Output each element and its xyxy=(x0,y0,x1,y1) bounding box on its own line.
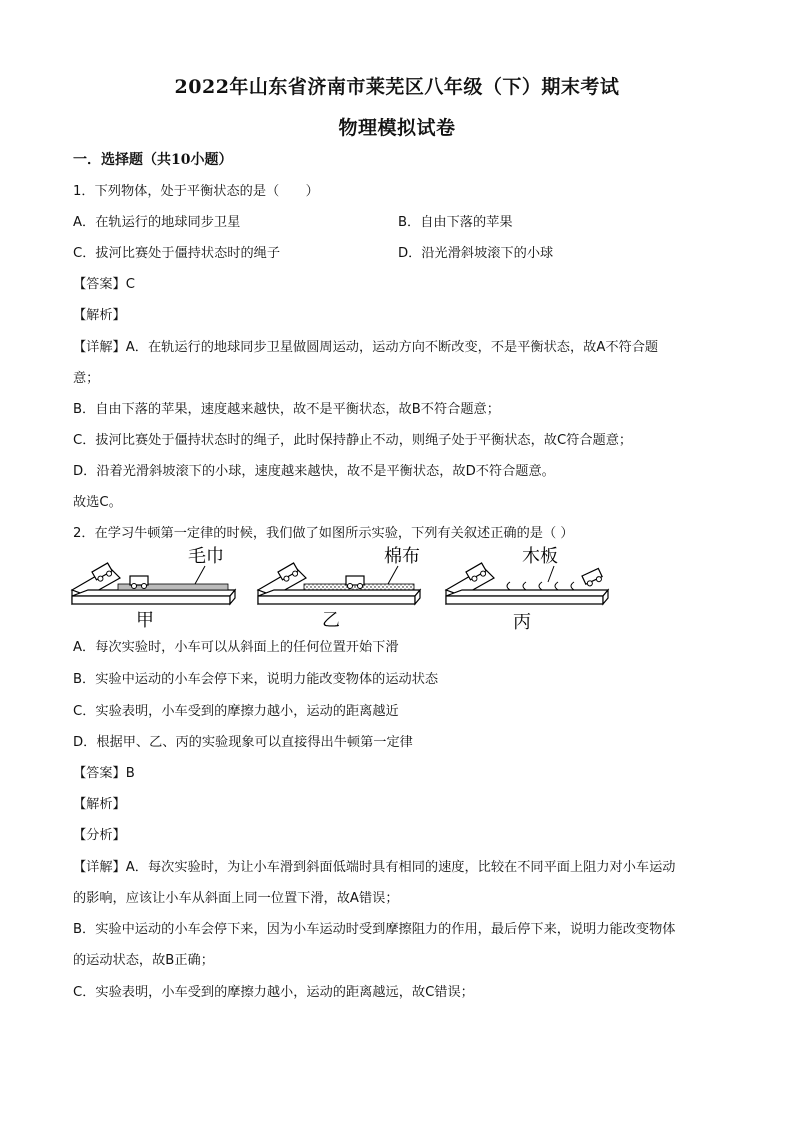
surface-label-wood: 木板 xyxy=(522,546,558,567)
q2-detail-c: C．实验表明，小车受到的摩擦力越小，运动的距离越远，故C错误； xyxy=(73,985,474,1000)
q2-option-a: A．每次实验时，小车可以从斜面上的任何位置开始下滑 xyxy=(73,640,399,655)
q2-stem: 2．在学习牛顿第一定律的时候，我们做了如图所示实验，下列有关叙述正确的是（ ） xyxy=(73,526,574,541)
q1-option-a: A．在轨运行的地球同步卫星 xyxy=(73,215,241,230)
q1-stem: 1．下列物体，处于平衡状态的是（ ） xyxy=(73,184,319,199)
q2-detail-b-cont: 的运动状态，故B正确； xyxy=(73,953,214,968)
q1-answer: 【答案】C xyxy=(73,277,135,292)
q1-detail-a-cont: 意； xyxy=(73,371,100,386)
exam-title: 2022年山东省济南市莱芜区八年级（下）期末考试 xyxy=(174,76,620,98)
q2-fenxi-label: 【分析】 xyxy=(73,828,126,843)
q1-analysis-label: 【解析】 xyxy=(73,308,126,323)
q1-detail-d: D．沿着光滑斜坡滚下的小球，速度越来越快，故不是平衡状态，故D不符合题意。 xyxy=(73,464,555,479)
q1-option-b: B．自由下落的苹果 xyxy=(398,215,513,230)
q2-option-d: D．根据甲、乙、丙的实验现象可以直接得出牛顿第一定律 xyxy=(73,735,413,750)
q1-detail-b: B．自由下落的苹果，速度越来越快，故不是平衡状态，故B不符合题意； xyxy=(73,402,500,417)
section-heading: 一．选择题（共10小题） xyxy=(73,152,233,168)
exam-subtitle: 物理模拟试卷 xyxy=(338,117,456,139)
q2-detail-b: B．实验中运动的小车会停下来，因为小车运动时受到摩擦阻力的作用，最后停下来，说明力能改变物体 xyxy=(73,922,676,937)
q1-option-c: C．拔河比赛处于僵持状态时的绳子 xyxy=(73,246,281,261)
newton-first-law-experiment-figure xyxy=(70,546,615,634)
panel-towel xyxy=(72,546,235,631)
panel-label-bing: 丙 xyxy=(513,612,531,633)
q2-detail-a: 【详解】A．每次实验时，为让小车滑到斜面低端时具有相同的速度，比较在不同平面上阻力对小车运动 xyxy=(73,860,676,875)
q2-option-b: B．实验中运动的小车会停下来，说明力能改变物体的运动状态 xyxy=(73,672,439,687)
panel-label-yi: 乙 xyxy=(322,610,340,631)
panel-label-jia: 甲 xyxy=(136,610,154,631)
q2-analysis-label: 【解析】 xyxy=(73,797,126,812)
q1-detail-c: C．拔河比赛处于僵持状态时的绳子，此时保持静止不动，则绳子处于平衡状态，故C符合题意； xyxy=(73,433,633,448)
cart-icon xyxy=(582,568,604,587)
q2-answer: 【答案】B xyxy=(73,766,135,781)
q2-detail-a-cont: 的影响，应该让小车从斜面上同一位置下滑，故A错误； xyxy=(73,891,399,906)
panel-cotton xyxy=(258,546,420,631)
q1-option-d: D．沿光滑斜坡滚下的小球 xyxy=(398,246,554,261)
panel-wood xyxy=(446,546,608,633)
q2-option-c: C．实验表明，小车受到的摩擦力越小，运动的距离越近 xyxy=(73,704,399,719)
q1-detail-a: 【详解】A．在轨运行的地球同步卫星做圆周运动，运动方向不断改变，不是平衡状态，故A不符合题 xyxy=(73,340,659,355)
q1-conclusion: 故选C。 xyxy=(73,495,122,510)
surface-label-cotton: 棉布 xyxy=(384,546,420,567)
surface-label-towel: 毛巾 xyxy=(188,546,224,567)
